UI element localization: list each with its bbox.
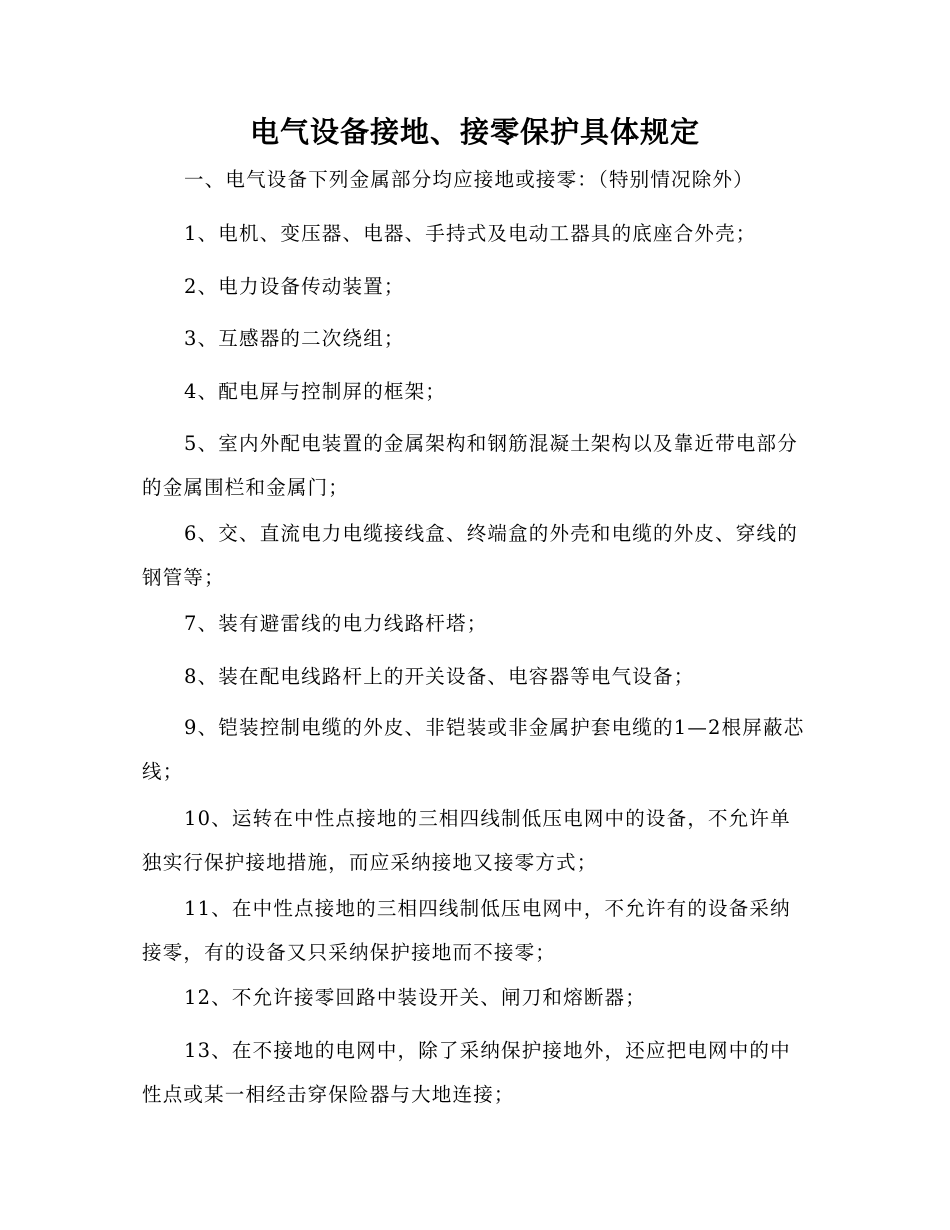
paragraph-item-9: 9、铠装控制电缆的外皮、非铠装或非金属护套电缆的1—2根屏蔽芯线； bbox=[142, 716, 805, 783]
paragraph-item-7: 7、装有避雷线的电力线路杆塔； bbox=[184, 612, 488, 635]
paragraph-item-4: 4、配电屏与控制屏的框架； bbox=[184, 380, 447, 403]
paragraph-item-8: 8、装在配电线路杆上的开关设备、电容器等电气设备； bbox=[184, 665, 695, 688]
paragraph-item-6: 6、交、直流电力电缆接线盒、终端盒的外壳和电缆的外皮、穿线的钢管等； bbox=[142, 522, 798, 589]
paragraph-intro: 一、电气设备下列金属部分均应接地或接零：（特别情况除外） bbox=[184, 168, 754, 191]
paragraph-item-11: 11、在中性点接地的三相四线制低压电网中，不允许有的设备采纳接零，有的设备又只采纳保护接地而不接零； bbox=[142, 897, 791, 964]
paragraph-item-13: 13、在不接地的电网中，除了采纳保护接地外，还应把电网中的中性点或某一相经击穿保险器与大地连接； bbox=[142, 1039, 791, 1106]
paragraph-item-12: 12、不允许接零回路中装设开关、闸刀和熔断器； bbox=[184, 986, 646, 1009]
paragraph-item-3: 3、互感器的二次绕组； bbox=[184, 327, 405, 350]
paragraph-item-2: 2、电力设备传动装置； bbox=[184, 275, 405, 298]
paragraph-item-5: 5、室内外配电装置的金属架构和钢筋混凝土架构以及靠近带电部分的金属围栏和金属门； bbox=[142, 432, 798, 499]
document-title: 电气设备接地、接零保护具体规定 bbox=[249, 115, 700, 149]
paragraph-item-1: 1、电机、变压器、电器、手持式及电动工器具的底座合外壳； bbox=[184, 222, 757, 245]
paragraph-item-10: 10、运转在中性点接地的三相四线制低压电网中的设备，不允许单独实行保护接地措施，而应采纳接地又接零方式； bbox=[142, 807, 791, 874]
